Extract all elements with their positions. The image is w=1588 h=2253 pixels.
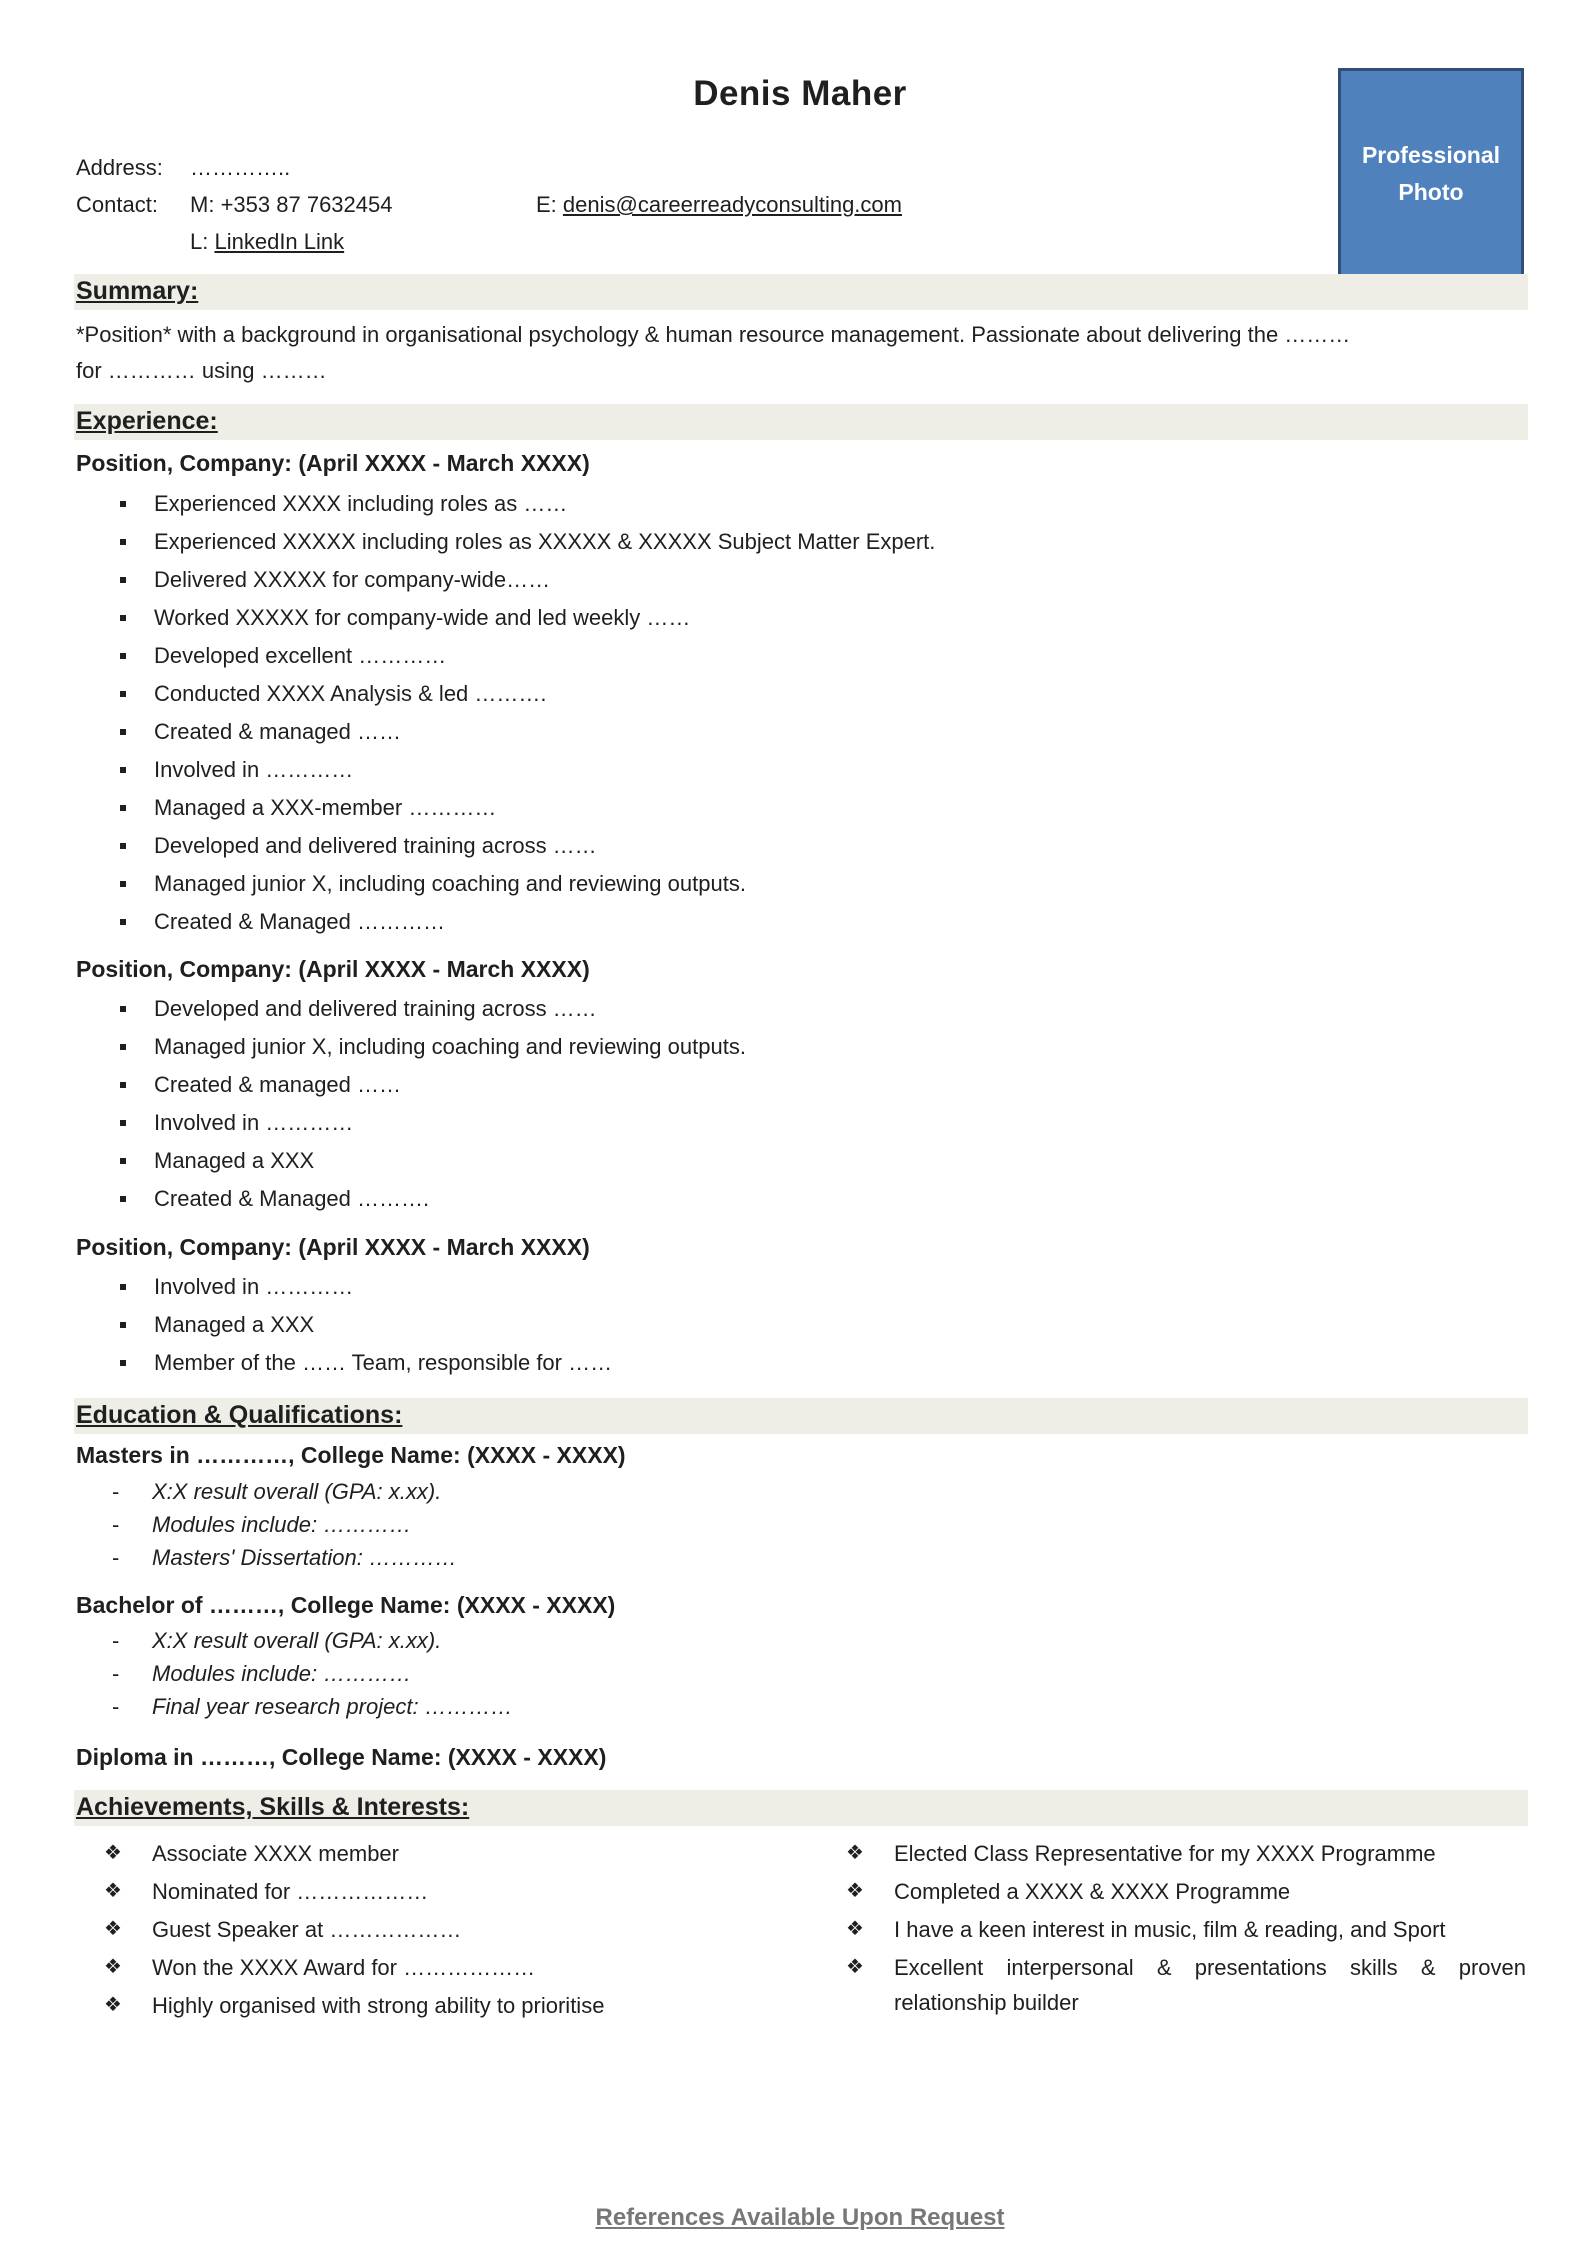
job-1-title: Position, Company: (April XXXX - March XXXX)	[76, 450, 590, 476]
list-item: ❖ Associate XXXX member	[104, 1836, 744, 1874]
list-item: Developed and delivered training across ……	[120, 827, 935, 865]
achievements-section-header	[74, 1790, 1528, 1826]
linkedin-row	[190, 223, 344, 260]
professional-photo-placeholder	[1338, 68, 1524, 308]
achievements-title: Achievements, Skills & Interests:	[76, 1793, 470, 1821]
contact-row	[76, 186, 392, 223]
list-item: Member of the …… Team, responsible for ……	[120, 1344, 612, 1382]
summary-title: Summary:	[76, 277, 199, 305]
list-item: - X:X result overall (GPA: x.xx).	[112, 1479, 442, 1504]
email-link[interactable]: denis@careerreadyconsulting.com	[562, 192, 902, 217]
list-item: Developed excellent …………	[120, 637, 935, 675]
email-label: E:	[536, 192, 557, 217]
address-value: …………..	[190, 155, 291, 180]
list-item: - Modules include: …………	[112, 1661, 412, 1686]
list-item: Worked XXXXX for company-wide and led weekly ……	[120, 599, 935, 637]
address-label: Address:	[76, 155, 163, 180]
summary-line-1: *Position* with a background in organisational psychology & human resource management. Passionate about delivering the ………	[76, 322, 1351, 347]
list-item: ❖ Excellent interpersonal & presentations skills & proven relationship builder	[846, 1950, 1526, 2020]
list-item: ❖ Won the XXXX Award for ………………	[104, 1950, 744, 1988]
experience-title: Experience:	[76, 407, 218, 435]
list-item: - Masters' Dissertation: …………	[112, 1545, 457, 1570]
list-item: ❖ Guest Speaker at ………………	[104, 1912, 744, 1950]
job-2-bullets	[120, 990, 746, 1218]
list-item: Managed junior X, including coaching and reviewing outputs.	[120, 865, 935, 903]
list-item: Managed a XXX-member …………	[120, 789, 935, 827]
diamond-bullet-icon: ❖	[846, 1956, 864, 1978]
diamond-bullet-icon: ❖	[104, 1994, 122, 2016]
diamond-bullet-icon: ❖	[846, 1880, 864, 1902]
mobile-value: +353 87 7632454	[220, 192, 393, 217]
list-item: ❖ Nominated for ………………	[104, 1874, 744, 1912]
education-entry-3-title: Diploma in ………, College Name: (XXXX - XXXX)	[76, 1744, 607, 1770]
list-item: Managed a XXX	[120, 1142, 746, 1180]
diamond-bullet-icon: ❖	[846, 1918, 864, 1940]
list-item: Managed a XXX	[120, 1306, 612, 1344]
job-2-title: Position, Company: (April XXXX - March XXXX)	[76, 956, 590, 982]
list-item: Created & managed ……	[120, 713, 935, 751]
summary-text	[76, 317, 1516, 389]
diamond-bullet-icon: ❖	[104, 1956, 122, 1978]
diamond-bullet-icon: ❖	[104, 1842, 122, 1864]
linkedin-link[interactable]: LinkedIn Link	[214, 229, 345, 254]
photo-label-line2: Photo	[1398, 179, 1464, 205]
list-item: Experienced XXXXX including roles as XXXXX & XXXXX Subject Matter Expert.	[120, 523, 935, 561]
list-item: ❖ Completed a XXXX & XXXX Programme	[846, 1874, 1526, 1912]
list-item: Experienced XXXX including roles as ……	[120, 485, 935, 523]
experience-section-header	[74, 404, 1528, 440]
education-entry-2-items	[112, 1624, 513, 1723]
contact-label: Contact:	[76, 192, 158, 217]
achievements-right-list	[846, 1836, 1526, 2020]
job-1-bullets	[120, 485, 935, 941]
references-footer: References Available Upon Request	[595, 2204, 1005, 2231]
address-row	[76, 149, 290, 186]
list-item: - X:X result overall (GPA: x.xx).	[112, 1628, 442, 1653]
list-item: - Final year research project: …………	[112, 1694, 513, 1719]
list-item: - Modules include: …………	[112, 1512, 412, 1537]
list-item: Managed junior X, including coaching and reviewing outputs.	[120, 1028, 746, 1066]
list-item: Created & managed ……	[120, 1066, 746, 1104]
list-item: Involved in …………	[120, 751, 935, 789]
list-item: ❖ Highly organised with strong ability to prioritise	[104, 1988, 744, 2026]
summary-line-2: for ………… using ………	[76, 358, 327, 383]
list-item: Conducted XXXX Analysis & led ……….	[120, 675, 935, 713]
education-title: Education & Qualifications:	[76, 1401, 403, 1429]
mobile-label: M:	[190, 192, 215, 217]
education-section-header	[74, 1398, 1528, 1434]
job-3-bullets	[120, 1268, 612, 1382]
summary-section-header	[74, 274, 1528, 310]
diamond-bullet-icon: ❖	[846, 1842, 864, 1864]
email-row	[536, 186, 902, 223]
list-item: Involved in …………	[120, 1268, 612, 1306]
list-item: Created & Managed ……….	[120, 1180, 746, 1218]
diamond-bullet-icon: ❖	[104, 1918, 122, 1940]
list-item: ❖ Elected Class Representative for my XXXX Programme	[846, 1836, 1526, 1874]
candidate-name: Denis Maher	[693, 74, 907, 113]
list-item: Created & Managed …………	[120, 903, 935, 941]
list-item: Developed and delivered training across ……	[120, 990, 746, 1028]
list-item: ❖ I have a keen interest in music, film & reading, and Sport	[846, 1912, 1526, 1950]
education-entry-1-title: Masters in …………, College Name: (XXXX - XXXX)	[76, 1442, 626, 1468]
education-entry-1-items	[112, 1475, 457, 1574]
diamond-bullet-icon: ❖	[104, 1880, 122, 1902]
linkedin-label: L:	[190, 229, 209, 254]
list-item: Delivered XXXXX for company-wide……	[120, 561, 935, 599]
list-item: Involved in …………	[120, 1104, 746, 1142]
photo-label-line1: Professional	[1361, 142, 1501, 168]
job-3-title: Position, Company: (April XXXX - March XXXX)	[76, 1234, 590, 1260]
education-entry-2-title: Bachelor of ………, College Name: (XXXX - XXXX)	[76, 1592, 616, 1618]
achievements-left-list	[104, 1836, 744, 2026]
